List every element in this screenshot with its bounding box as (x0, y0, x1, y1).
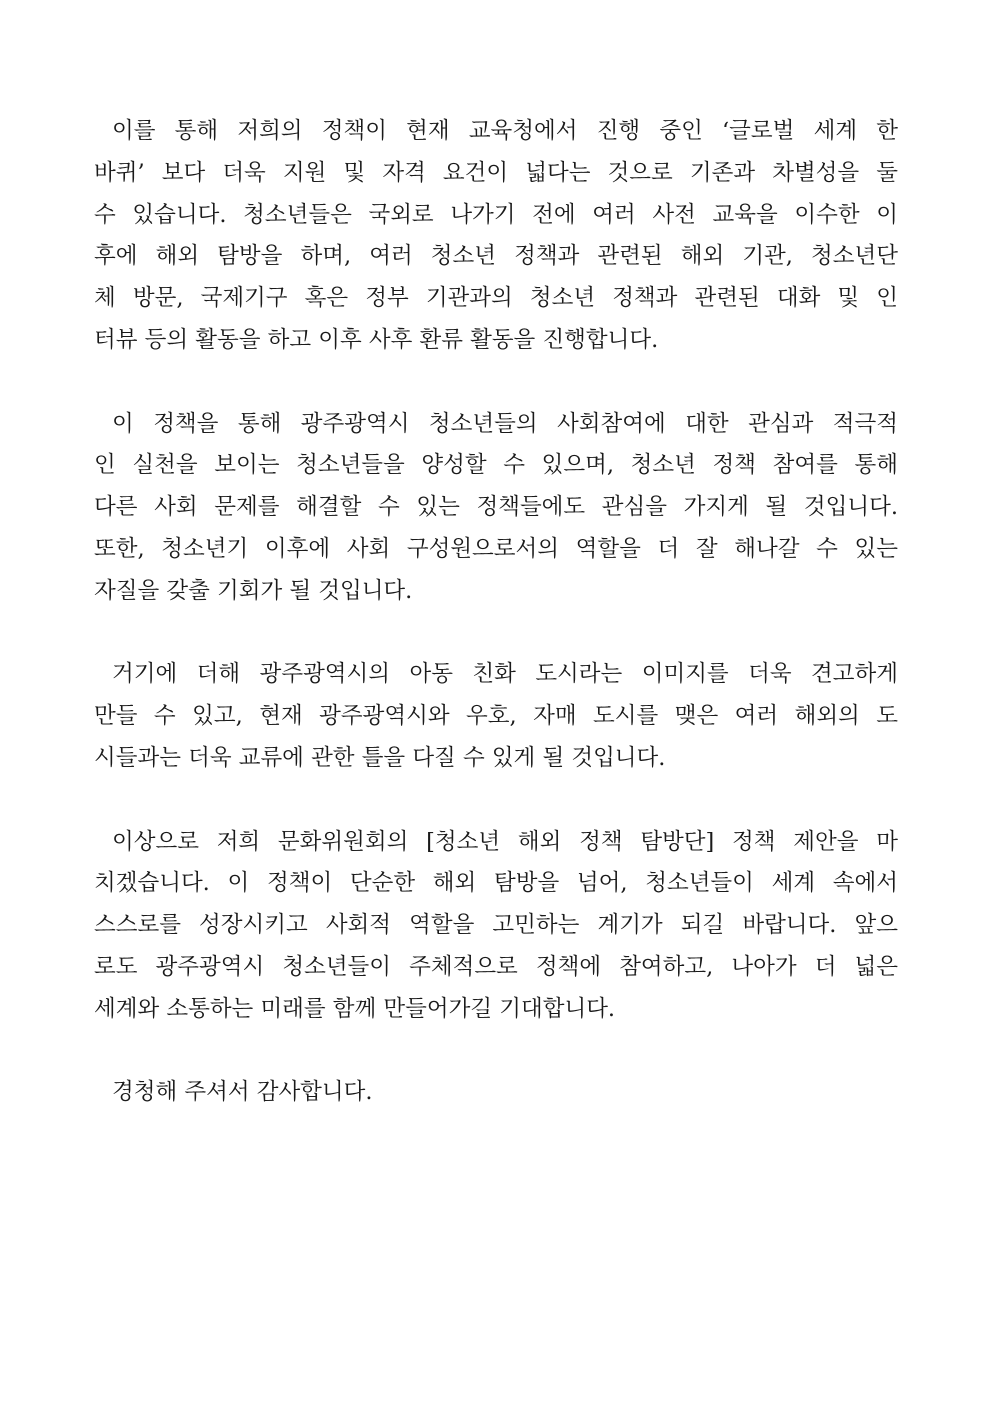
text-line: 시들과는 더욱 교류에 관한 틀을 다질 수 있게 될 것입니다. (94, 744, 666, 771)
text-line: 인 실천을 보이는 청소년들을 양성할 수 있으며, 청소년 정책 참여를 통해 (94, 452, 898, 479)
text-line: 거기에 더해 광주광역시의 아동 친화 도시라는 이미지를 더욱 견고하게 (112, 661, 898, 688)
text-line: 또한, 청소년기 이후에 사회 구성원으로서의 역할을 더 잘 해나갈 수 있는 (94, 535, 898, 562)
paragraph-city-image (94, 654, 898, 779)
text-line: 이상으로 저희 문화위원회의 [청소년 해외 정책 탐방단] 정책 제안을 마 (112, 828, 898, 855)
text-line: 로도 광주광역시 청소년들이 주체적으로 정책에 참여하고, 나아가 더 넓은 (94, 953, 898, 980)
text-line: 수 있습니다. 청소년들은 국외로 나가기 전에 여러 사전 교육을 이수한 이 (94, 201, 898, 228)
paragraph-policy-effects (94, 404, 898, 613)
paragraph-thanks (94, 1072, 898, 1114)
text-line: 경청해 주셔서 감사합니다. (112, 1079, 373, 1106)
text-line: 체 방문, 국제기구 혹은 정부 기관과의 청소년 정책과 관련된 대화 및 인 (94, 285, 898, 312)
paragraph-policy-differentiation (94, 111, 898, 362)
text-line: 다른 사회 문제를 해결할 수 있는 정책들에도 관심을 가지게 될 것입니다. (94, 494, 898, 521)
text-line: 스스로를 성장시키고 사회적 역할을 고민하는 계기가 되길 바랍니다. 앞으 (94, 912, 898, 939)
text-line: 치겠습니다. 이 정책이 단순한 해외 탐방을 넘어, 청소년들이 세계 속에서 (94, 870, 898, 897)
text-line: 이 정책을 통해 광주광역시 청소년들의 사회참여에 대한 관심과 적극적 (112, 410, 898, 437)
text-line: 후에 해외 탐방을 하며, 여러 청소년 정책과 관련된 해외 기관, 청소년단 (94, 243, 898, 270)
text-line: 만들 수 있고, 현재 광주광역시와 우호, 자매 도시를 맺은 여러 해외의 도 (94, 703, 898, 730)
text-line: 세계와 소통하는 미래를 함께 만들어가길 기대합니다. (94, 995, 616, 1022)
text-line: 바퀴’ 보다 더욱 지원 및 자격 요건이 넓다는 것으로 기존과 차별성을 둘 (94, 159, 898, 186)
paragraph-conclusion (94, 822, 898, 1031)
text-line: 자질을 갖출 기회가 될 것입니다. (94, 577, 413, 604)
text-line: 이를 통해 저희의 정책이 현재 교육청에서 진행 중인 ‘글로벌 세계 한 (112, 118, 898, 144)
text-line: 터뷰 등의 활동을 하고 이후 사후 환류 활동을 진행합니다. (94, 326, 659, 353)
document-body (94, 111, 898, 1156)
